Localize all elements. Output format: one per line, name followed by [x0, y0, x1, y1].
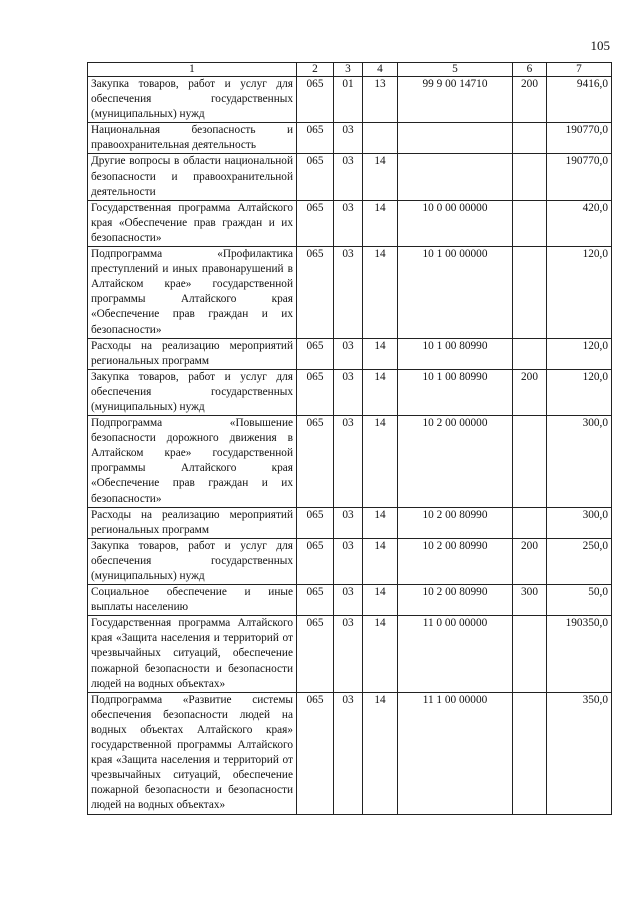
expense-type — [513, 507, 547, 538]
target-article: 99 9 00 14710 — [398, 77, 513, 123]
target-article: 11 0 00 00000 — [398, 616, 513, 692]
expense-type — [513, 616, 547, 692]
section-code: 01 — [334, 77, 363, 123]
row-name: Подпрограмма «Профилактика преступлений и иных правонарушений в Алтайском крае» государственной программы Алтайского края «Обеспечение прав граждан и их безопасности» — [88, 247, 297, 339]
row-name: Государственная программа Алтайского края «Обеспечение прав граждан и их безопасности» — [88, 200, 297, 246]
ministry-code: 065 — [297, 507, 334, 538]
target-article: 10 2 00 80990 — [398, 538, 513, 584]
amount: 120,0 — [547, 338, 612, 369]
target-article: 10 2 00 80990 — [398, 507, 513, 538]
subsection-code: 14 — [363, 154, 398, 200]
target-article: 10 2 00 00000 — [398, 416, 513, 508]
header-cell: 7 — [547, 63, 612, 77]
expense-type — [513, 154, 547, 200]
table-row — [88, 200, 612, 246]
header-cell: 5 — [398, 63, 513, 77]
ministry-code: 065 — [297, 585, 334, 616]
target-article — [398, 123, 513, 154]
table-row — [88, 585, 612, 616]
table-row — [88, 692, 612, 814]
ministry-code: 065 — [297, 154, 334, 200]
expense-type: 200 — [513, 77, 547, 123]
table-row — [88, 538, 612, 584]
ministry-code: 065 — [297, 538, 334, 584]
row-name: Социальное обеспечение и иные выплаты населению — [88, 585, 297, 616]
ministry-code: 065 — [297, 123, 334, 154]
table-row — [88, 369, 612, 415]
subsection-code: 14 — [363, 692, 398, 814]
amount: 190770,0 — [547, 123, 612, 154]
ministry-code: 065 — [297, 77, 334, 123]
table-row — [88, 416, 612, 508]
section-code: 03 — [334, 538, 363, 584]
row-name: Закупка товаров, работ и услуг для обеспечения государственных (муниципальных) нужд — [88, 77, 297, 123]
section-code: 03 — [334, 369, 363, 415]
table-row — [88, 154, 612, 200]
table-row — [88, 338, 612, 369]
row-name: Закупка товаров, работ и услуг для обеспечения государственных (муниципальных) нужд — [88, 369, 297, 415]
amount: 350,0 — [547, 692, 612, 814]
section-code: 03 — [334, 247, 363, 339]
header-cell: 2 — [297, 63, 334, 77]
amount: 300,0 — [547, 507, 612, 538]
table-row — [88, 123, 612, 154]
ministry-code: 065 — [297, 416, 334, 508]
row-name: Национальная безопасность и правоохранительная деятельность — [88, 123, 297, 154]
subsection-code: 14 — [363, 616, 398, 692]
table-row — [88, 616, 612, 692]
ministry-code: 065 — [297, 247, 334, 339]
target-article — [398, 154, 513, 200]
section-code: 03 — [334, 416, 363, 508]
subsection-code: 14 — [363, 200, 398, 246]
target-article: 11 1 00 00000 — [398, 692, 513, 814]
subsection-code: 14 — [363, 338, 398, 369]
target-article: 10 1 00 80990 — [398, 338, 513, 369]
amount: 50,0 — [547, 585, 612, 616]
ministry-code: 065 — [297, 369, 334, 415]
amount: 120,0 — [547, 247, 612, 339]
header-cell: 3 — [334, 63, 363, 77]
subsection-code: 14 — [363, 507, 398, 538]
row-name: Государственная программа Алтайского края «Защита населения и территорий от чрезвычайных ситуаций, обеспечение пожарной безопасности и безопасности людей на водных объектах» — [88, 616, 297, 692]
expense-type — [513, 200, 547, 246]
header-cell: 6 — [513, 63, 547, 77]
expense-type: 200 — [513, 538, 547, 584]
ministry-code: 065 — [297, 200, 334, 246]
subsection-code — [363, 123, 398, 154]
target-article: 10 2 00 80990 — [398, 585, 513, 616]
row-name: Расходы на реализацию мероприятий региональных программ — [88, 507, 297, 538]
budget-table — [87, 62, 612, 815]
section-code: 03 — [334, 616, 363, 692]
table-row — [88, 77, 612, 123]
row-name: Другие вопросы в области национальной безопасности и правоохранительной деятельности — [88, 154, 297, 200]
row-name: Подпрограмма «Повышение безопасности дорожного движения в Алтайском крае» государственной программы Алтайского края «Обеспечение прав граждан и их безопасности» — [88, 416, 297, 508]
row-name: Расходы на реализацию мероприятий региональных программ — [88, 338, 297, 369]
expense-type: 200 — [513, 369, 547, 415]
row-name: Закупка товаров, работ и услуг для обеспечения государственных (муниципальных) нужд — [88, 538, 297, 584]
ministry-code: 065 — [297, 616, 334, 692]
ministry-code: 065 — [297, 692, 334, 814]
page-number: 105 — [590, 38, 610, 53]
subsection-code: 14 — [363, 247, 398, 339]
amount: 9416,0 — [547, 77, 612, 123]
expense-type: 300 — [513, 585, 547, 616]
amount: 250,0 — [547, 538, 612, 584]
subsection-code: 14 — [363, 416, 398, 508]
subsection-code: 14 — [363, 585, 398, 616]
section-code: 03 — [334, 338, 363, 369]
section-code: 03 — [334, 154, 363, 200]
section-code: 03 — [334, 123, 363, 154]
subsection-code: 13 — [363, 77, 398, 123]
section-code: 03 — [334, 200, 363, 246]
row-name: Подпрограмма «Развитие системы обеспечения безопасности людей на водных объектах Алтайского края» государственной программы Алтайского края «Защита населения и территорий от чрезвычайных ситуаций, обеспечение пожарной безопасности и безопасности людей на водных объектах» — [88, 692, 297, 814]
header-row — [88, 63, 612, 77]
section-code: 03 — [334, 692, 363, 814]
target-article: 10 1 00 00000 — [398, 247, 513, 339]
expense-type — [513, 123, 547, 154]
section-code: 03 — [334, 585, 363, 616]
amount: 120,0 — [547, 369, 612, 415]
header-cell: 1 — [88, 63, 297, 77]
expense-type — [513, 247, 547, 339]
subsection-code: 14 — [363, 538, 398, 584]
target-article: 10 0 00 00000 — [398, 200, 513, 246]
target-article: 10 1 00 80990 — [398, 369, 513, 415]
amount: 190350,0 — [547, 616, 612, 692]
expense-type — [513, 416, 547, 508]
ministry-code: 065 — [297, 338, 334, 369]
table-row — [88, 507, 612, 538]
expense-type — [513, 692, 547, 814]
amount: 190770,0 — [547, 154, 612, 200]
header-cell: 4 — [363, 63, 398, 77]
expense-type — [513, 338, 547, 369]
subsection-code: 14 — [363, 369, 398, 415]
table-row — [88, 247, 612, 339]
amount: 420,0 — [547, 200, 612, 246]
amount: 300,0 — [547, 416, 612, 508]
section-code: 03 — [334, 507, 363, 538]
